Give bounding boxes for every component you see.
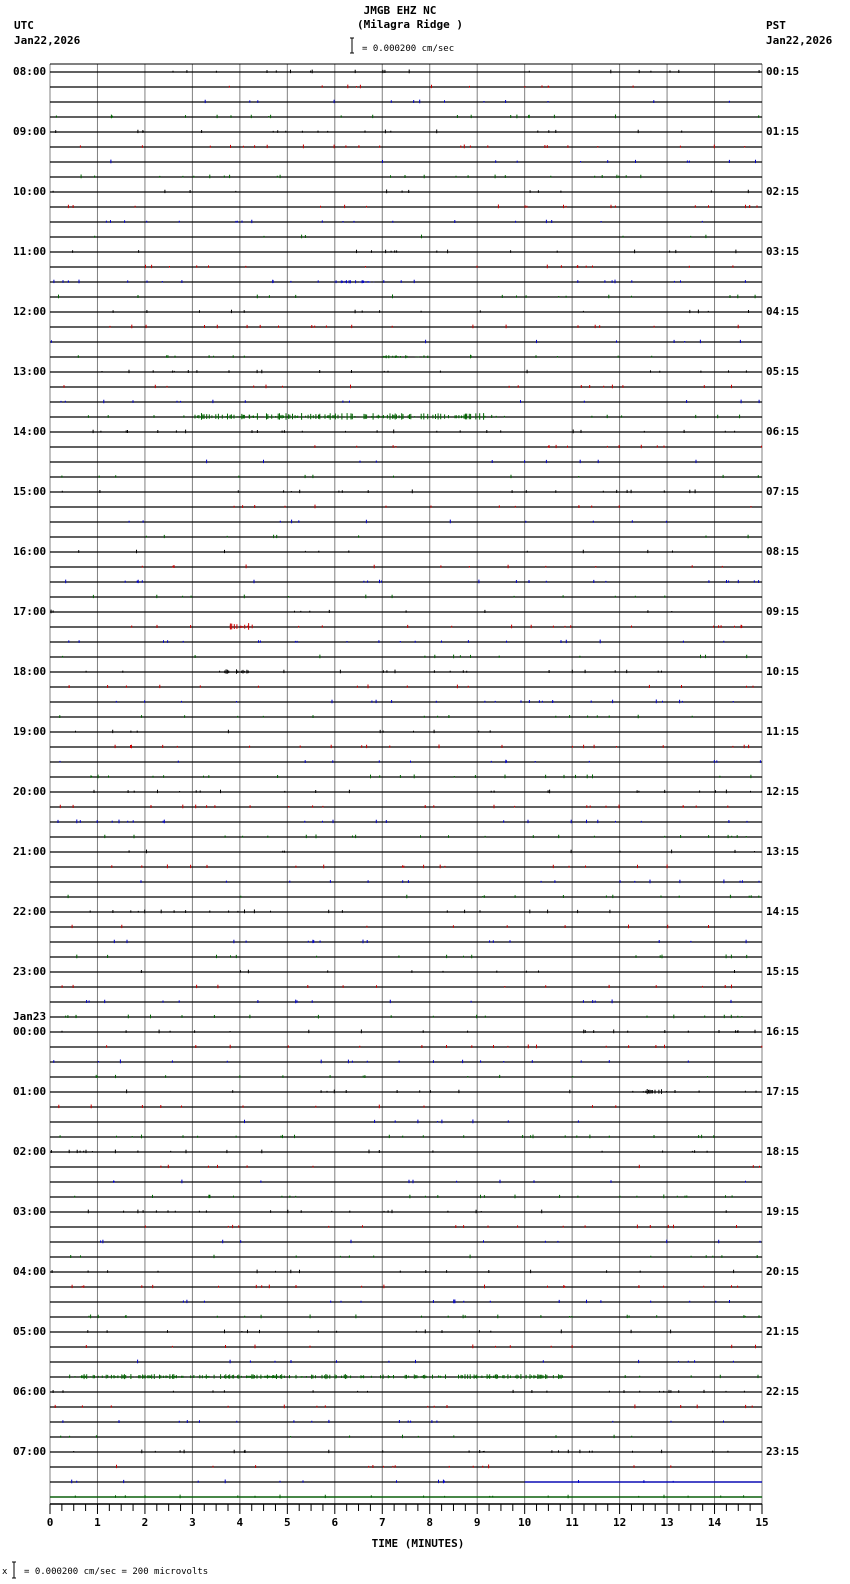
pst-time-label: 10:15 [766,665,800,678]
pst-time-label: 18:15 [766,1145,800,1158]
utc-hour-label: 14:00 [13,425,47,438]
footer-scale-legend: = 0.000200 cm/sec = 200 microvolts [24,1567,209,1577]
x-tick-label: 12 [612,1516,627,1529]
utc-hour-label: 15:00 [13,485,47,498]
x-tick-label: 13 [660,1516,674,1529]
utc-hour-label: 01:00 [13,1085,47,1098]
pst-date: Jan22,2026 [766,34,833,47]
utc-hour-label: 23:00 [13,965,47,978]
utc-hour-label: 17:00 [13,605,47,618]
utc-hour-label: 13:00 [13,365,47,378]
x-tick-label: 14 [707,1516,722,1529]
utc-hour-label: 02:00 [13,1145,47,1158]
utc-hour-label: 20:00 [13,785,47,798]
pst-time-label: 12:15 [766,785,800,798]
x-axis-label: TIME (MINUTES) [371,1537,465,1550]
x-tick-label: 5 [284,1516,291,1529]
footer-prefix: x [2,1567,8,1577]
pst-time-label: 22:15 [766,1385,800,1398]
utc-hour-label: 21:00 [13,845,47,858]
pst-time-label: 05:15 [766,365,800,378]
x-tick-label: 0 [46,1516,54,1529]
pst-time-label: 06:15 [766,425,800,438]
pst-time-label: 20:15 [766,1265,800,1278]
grid [50,64,762,1504]
utc-hour-label: 19:00 [13,725,47,738]
pst-label: PST [766,19,786,32]
pst-time-label: 08:15 [766,545,800,558]
x-tick-label: 7 [378,1516,386,1529]
pst-time-label: 02:15 [766,185,800,198]
utc-hour-label: 03:00 [13,1205,47,1218]
traces [50,70,762,1499]
station-title: JMGB EHZ NC [363,4,437,17]
utc-hour-label: 05:00 [13,1325,47,1338]
utc-hour-label: 16:00 [13,545,47,558]
pst-time-label: 14:15 [766,905,800,918]
utc-hour-label: 07:00 [13,1445,47,1458]
x-tick-label: 4 [236,1516,244,1529]
utc-hour-label: 12:00 [13,305,47,318]
pst-time-label: 11:15 [766,725,800,738]
utc-hour-label: 10:00 [13,185,47,198]
x-tick-label: 10 [518,1516,532,1529]
x-axis [47,1504,769,1529]
x-tick-label: 8 [426,1516,434,1529]
pst-time-label: 15:15 [766,965,800,978]
pst-time-label: 07:15 [766,485,800,498]
pst-time-label: 16:15 [766,1025,800,1038]
utc-hour-label: 09:00 [13,125,47,138]
pst-time-label: 21:15 [766,1325,800,1338]
pst-time-label: 23:15 [766,1445,800,1458]
pst-time-label: 04:15 [766,305,800,318]
x-tick-label: 9 [473,1516,481,1529]
utc-hour-label: 04:00 [13,1265,47,1278]
station-location: (Milagra Ridge ) [357,18,463,31]
pst-time-label: 17:15 [766,1085,800,1098]
utc-label: UTC [14,19,34,32]
utc-hour-label: 22:00 [13,905,47,918]
x-tick-label: 3 [189,1516,196,1529]
utc-hour-label: 08:00 [13,65,47,78]
utc-hour-label: 00:00 [13,1025,47,1038]
x-tick-label: 2 [141,1516,149,1529]
utc-date: Jan22,2026 [14,34,81,47]
utc-hour-label: 06:00 [13,1385,47,1398]
pst-time-label: 13:15 [766,845,800,858]
date-change-label: Jan23 [13,1010,47,1023]
pst-time-label: 03:15 [766,245,800,258]
utc-hour-label: 11:00 [13,245,47,258]
x-tick-label: 6 [331,1516,339,1529]
pst-time-label: 00:15 [766,65,800,78]
pst-time-label: 01:15 [766,125,800,138]
x-tick-label: 11 [565,1516,579,1529]
x-tick-label: 1 [94,1516,101,1529]
pst-time-label: 19:15 [766,1205,800,1218]
pst-time-label: 09:15 [766,605,800,618]
scale-legend: = 0.000200 cm/sec [362,44,455,54]
x-tick-label: 15 [755,1516,769,1529]
utc-hour-label: 18:00 [13,665,47,678]
